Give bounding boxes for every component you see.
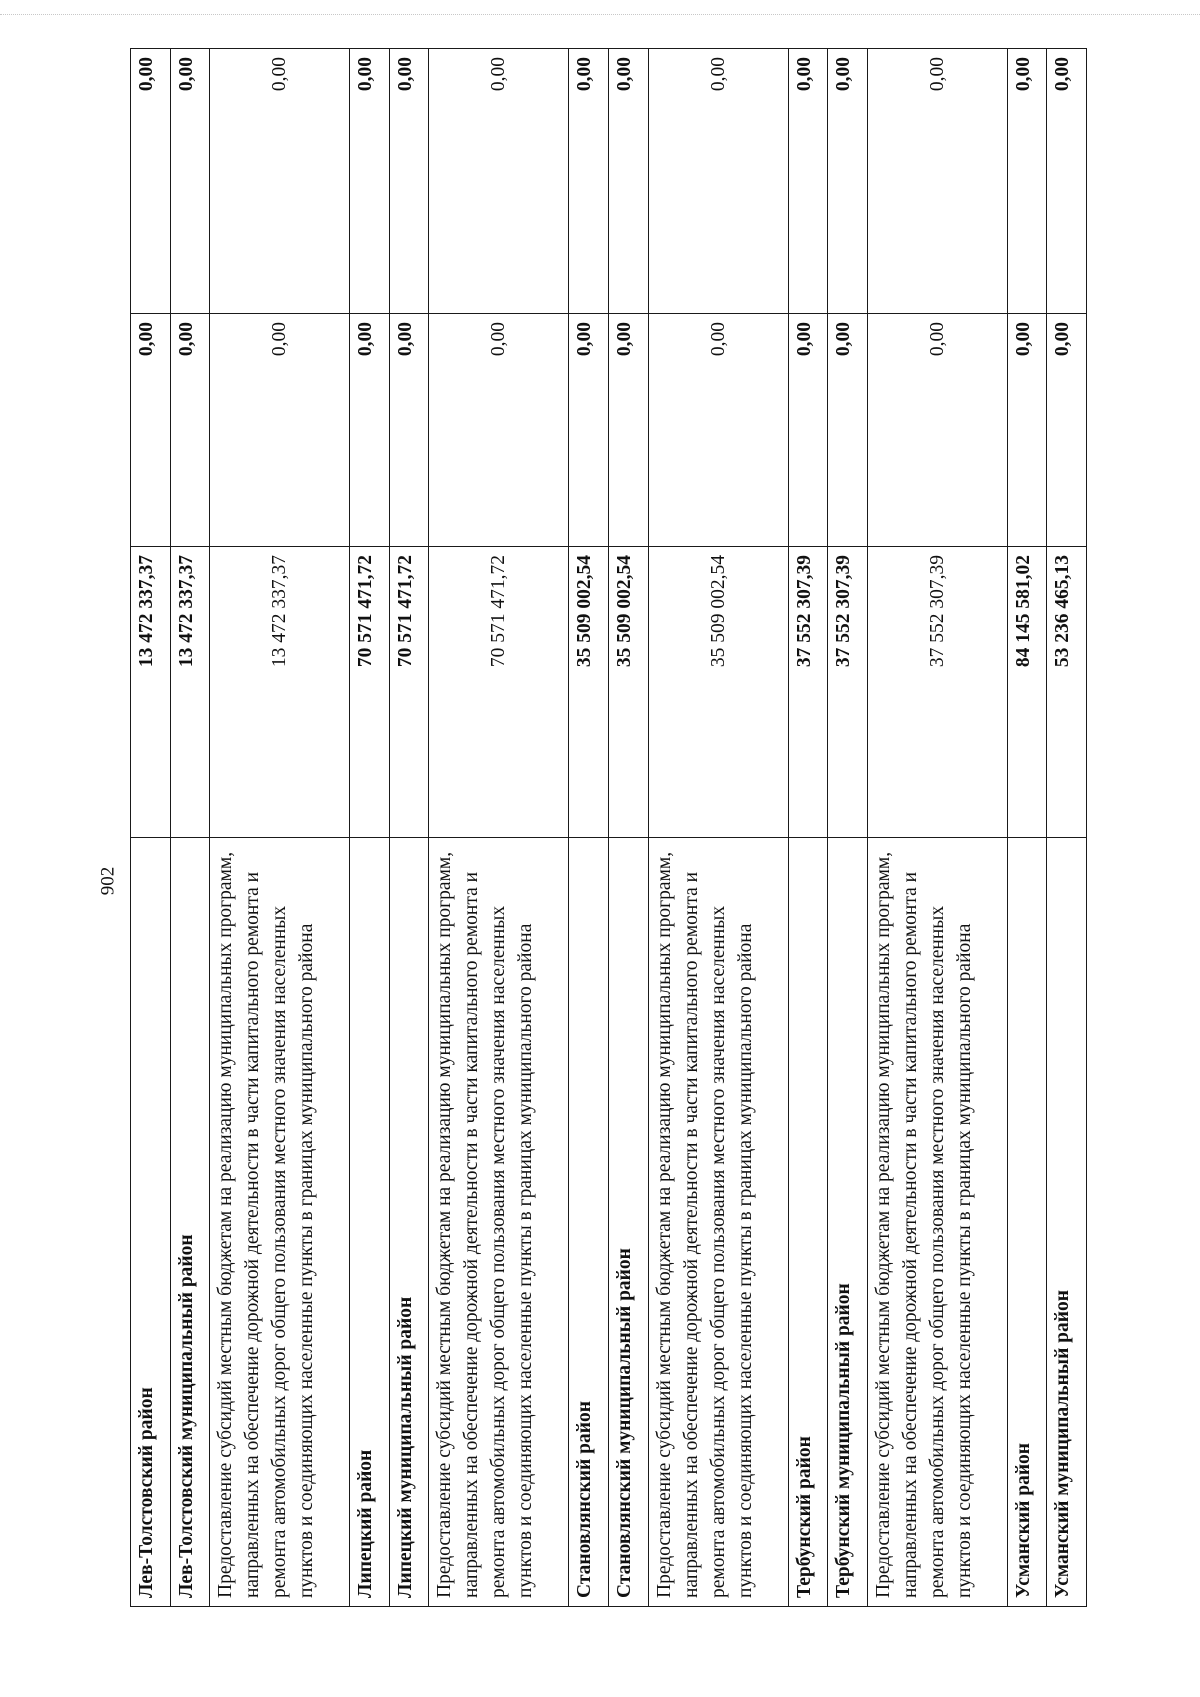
table-row bbox=[1007, 49, 1047, 1607]
budget-table-rotated bbox=[130, 57, 1087, 1607]
row-name-cell: Становлянский район bbox=[569, 838, 609, 1607]
table-row bbox=[210, 49, 350, 1607]
row-value-3-cell: 0,00 bbox=[210, 49, 350, 314]
row-value-3-cell: 0,00 bbox=[867, 49, 1007, 314]
row-value-3-cell: 0,00 bbox=[569, 49, 609, 314]
row-value-2-cell: 0,00 bbox=[350, 314, 390, 547]
row-value-3-cell: 0,00 bbox=[1047, 49, 1087, 314]
scan-edge-line bbox=[0, 14, 1200, 15]
row-value-1-cell: 37 552 307,39 bbox=[867, 547, 1007, 838]
table-row bbox=[429, 49, 569, 1607]
row-value-2-cell: 0,00 bbox=[569, 314, 609, 547]
row-value-2-cell: 0,00 bbox=[170, 314, 210, 547]
row-value-2-cell: 0,00 bbox=[788, 314, 828, 547]
table-row bbox=[389, 49, 429, 1607]
table-row bbox=[170, 49, 210, 1607]
row-name-cell: Тербунский муниципальный район bbox=[828, 838, 868, 1607]
row-name-cell: Лев-Толстовский муниципальный район bbox=[170, 838, 210, 1607]
table-row bbox=[569, 49, 609, 1607]
row-value-3-cell: 0,00 bbox=[170, 49, 210, 314]
row-value-1-cell: 13 472 337,37 bbox=[170, 547, 210, 838]
row-value-3-cell: 0,00 bbox=[350, 49, 390, 314]
row-value-3-cell: 0,00 bbox=[389, 49, 429, 314]
row-value-2-cell: 0,00 bbox=[131, 314, 171, 547]
row-value-1-cell: 13 472 337,37 bbox=[131, 547, 171, 838]
row-value-3-cell: 0,00 bbox=[1007, 49, 1047, 314]
table-row bbox=[1047, 49, 1087, 1607]
row-name-cell: Липецкий район bbox=[350, 838, 390, 1607]
row-value-3-cell: 0,00 bbox=[131, 49, 171, 314]
row-value-3-cell: 0,00 bbox=[648, 49, 788, 314]
row-value-2-cell: 0,00 bbox=[210, 314, 350, 547]
row-value-3-cell: 0,00 bbox=[429, 49, 569, 314]
row-name-cell: Предоставление субсидий местным бюджетам на реализацию муниципальных программ, направленных на обеспечение дорожной деятельности в части капитального ремонта и ремонта автомобильных дорог общего пользования местного значения населенных пунктов и соединяющих населенные пункты в границах муниципального района bbox=[648, 838, 788, 1607]
row-value-2-cell: 0,00 bbox=[389, 314, 429, 547]
row-value-3-cell: 0,00 bbox=[788, 49, 828, 314]
row-value-2-cell: 0,00 bbox=[608, 314, 648, 547]
row-value-3-cell: 0,00 bbox=[828, 49, 868, 314]
row-value-1-cell: 35 509 002,54 bbox=[569, 547, 609, 838]
table-body bbox=[131, 49, 1087, 1607]
row-name-cell: Предоставление субсидий местным бюджетам на реализацию муниципальных программ, направленных на обеспечение дорожной деятельности в части капитального ремонта и ремонта автомобильных дорог общего пользования местного значения населенных пунктов и соединяющих населенные пункты в границах муниципального района bbox=[867, 838, 1007, 1607]
row-value-1-cell: 13 472 337,37 bbox=[210, 547, 350, 838]
row-value-1-cell: 35 509 002,54 bbox=[648, 547, 788, 838]
row-value-1-cell: 84 145 581,02 bbox=[1007, 547, 1047, 838]
row-name-cell: Липецкий муниципальный район bbox=[389, 838, 429, 1607]
row-value-1-cell: 70 571 471,72 bbox=[350, 547, 390, 838]
row-value-2-cell: 0,00 bbox=[1047, 314, 1087, 547]
budget-table bbox=[130, 48, 1087, 1607]
row-name-cell: Становлянский муниципальный район bbox=[608, 838, 648, 1607]
table-row bbox=[608, 49, 648, 1607]
row-name-cell: Лев-Толстовский район bbox=[131, 838, 171, 1607]
row-name-cell: Предоставление субсидий местным бюджетам на реализацию муниципальных программ, направленных на обеспечение дорожной деятельности в части капитального ремонта и ремонта автомобильных дорог общего пользования местного значения населенных пунктов и соединяющих населенные пункты в границах муниципального района bbox=[210, 838, 350, 1607]
row-value-2-cell: 0,00 bbox=[429, 314, 569, 547]
row-value-3-cell: 0,00 bbox=[608, 49, 648, 314]
row-value-2-cell: 0,00 bbox=[867, 314, 1007, 547]
row-value-1-cell: 35 509 002,54 bbox=[608, 547, 648, 838]
table-row bbox=[828, 49, 868, 1607]
row-value-2-cell: 0,00 bbox=[648, 314, 788, 547]
row-value-1-cell: 37 552 307,39 bbox=[788, 547, 828, 838]
row-name-cell: Тербунский район bbox=[788, 838, 828, 1607]
row-value-1-cell: 53 236 465,13 bbox=[1047, 547, 1087, 838]
page-number: 902 bbox=[97, 866, 119, 896]
table-row bbox=[350, 49, 390, 1607]
row-name-cell: Усманский муниципальный район bbox=[1047, 838, 1087, 1607]
row-name-cell: Усманский район bbox=[1007, 838, 1047, 1607]
table-row bbox=[788, 49, 828, 1607]
row-value-1-cell: 70 571 471,72 bbox=[429, 547, 569, 838]
row-value-2-cell: 0,00 bbox=[1007, 314, 1047, 547]
row-value-1-cell: 37 552 307,39 bbox=[828, 547, 868, 838]
row-value-2-cell: 0,00 bbox=[828, 314, 868, 547]
table-row bbox=[648, 49, 788, 1607]
table-row bbox=[867, 49, 1007, 1607]
table-row bbox=[131, 49, 171, 1607]
row-name-cell: Предоставление субсидий местным бюджетам на реализацию муниципальных программ, направленных на обеспечение дорожной деятельности в части капитального ремонта и ремонта автомобильных дорог общего пользования местного значения населенных пунктов и соединяющих населенные пункты в границах муниципального района bbox=[429, 838, 569, 1607]
row-value-1-cell: 70 571 471,72 bbox=[389, 547, 429, 838]
